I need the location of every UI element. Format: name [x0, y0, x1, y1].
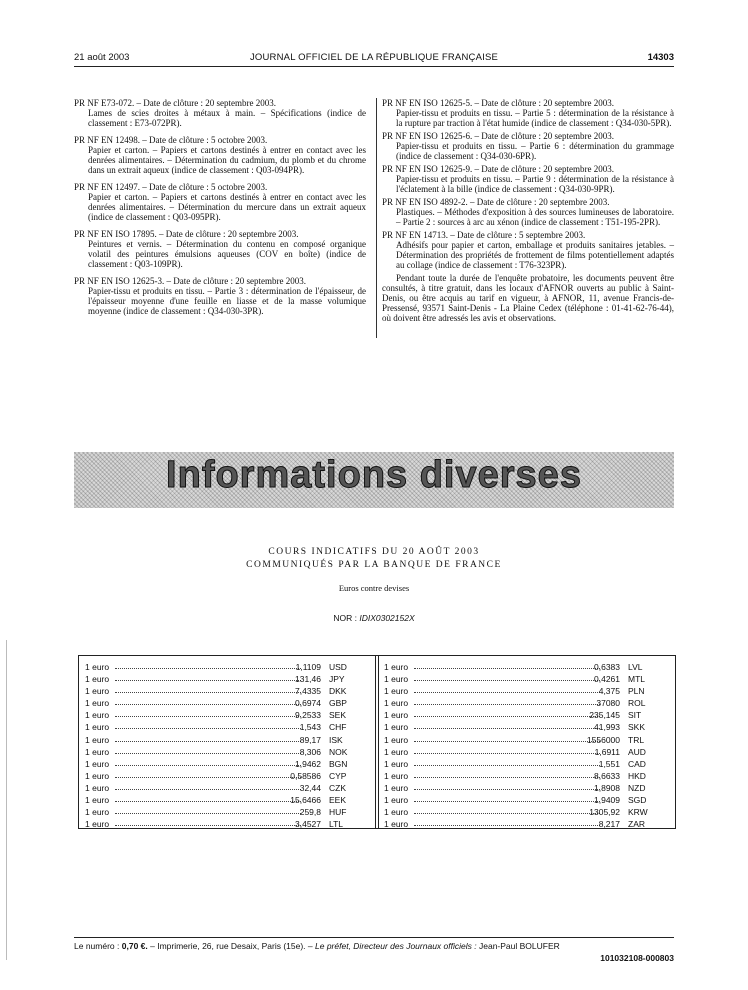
rate-row — [83, 747, 373, 759]
rate-value: 1,8908 — [594, 782, 620, 793]
currency-code: SGD — [628, 795, 647, 806]
section-banner — [74, 452, 674, 508]
rate-value: 37080 — [596, 698, 620, 709]
nor-reference — [74, 613, 674, 623]
entry-desc: Papier-tissu et produits en tissu. – Partie 9 : détermination de la résistance à l'éclatement à la bille (indice de classement : Q34-030-9PR). — [396, 174, 674, 194]
currency-code: ISK — [329, 734, 343, 745]
leader-dots — [115, 801, 301, 802]
rate-label: 1 euro — [384, 710, 409, 721]
rate-label: 1 euro — [85, 698, 110, 709]
entry-head: PR NF EN ISO 12625-5. – Date de clôture : 20 septembre 2003. — [382, 98, 614, 108]
print-code: 101032108-000803 — [600, 953, 674, 963]
rate-row — [382, 722, 672, 734]
currency-code: EEK — [329, 795, 347, 806]
rate-value: 8,217 — [598, 819, 620, 830]
price-label: Le numéro : — [74, 941, 120, 951]
leader-dots — [414, 741, 600, 742]
currency-code: DKK — [329, 686, 347, 697]
entry-desc: Papier-tissu et produits en tissu. – Partie 6 : détermination du grammage (indice de classement : Q34-030-6PR). — [396, 141, 674, 161]
currency-code: SEK — [329, 710, 347, 721]
rate-row — [382, 686, 672, 698]
standard-entry — [74, 276, 366, 316]
currency-code: JPY — [329, 674, 345, 685]
leader-dots — [115, 765, 301, 766]
rate-value: 0,4261 — [594, 674, 620, 685]
leader-dots — [115, 668, 301, 669]
rates-title-line2: COMMUNIQUÉS PAR LA BANQUE DE FRANCE — [246, 560, 502, 570]
entry-desc: Peintures et vernis. – Détermination du contenu en composé organique volatil des peintures émulsions aqueuses (COV en boîte) (indice de classement : Q03-109PR). — [88, 239, 366, 269]
column-separator — [376, 98, 377, 338]
leader-dots — [414, 801, 600, 802]
table-separator — [378, 656, 379, 828]
page-footer — [74, 941, 674, 963]
currency-code: NOK — [329, 746, 348, 757]
rate-value: 3,4527 — [295, 819, 321, 830]
rate-row — [83, 662, 373, 674]
page-number: 14303 — [647, 52, 674, 63]
rate-label: 1 euro — [384, 734, 409, 745]
rate-row — [83, 698, 373, 710]
rate-value: 1,9409 — [594, 795, 620, 806]
rate-row — [83, 674, 373, 686]
rate-label: 1 euro — [384, 770, 409, 781]
rate-value: 0,58586 — [290, 770, 321, 781]
rate-value: 1305,92 — [589, 807, 620, 818]
leader-dots — [115, 716, 301, 717]
rate-label: 1 euro — [85, 819, 110, 830]
rate-row — [83, 807, 373, 819]
rate-row — [83, 710, 373, 722]
entry-desc: Papier et carton. – Papiers et cartons destinés à entrer en contact avec les denrées alimentaires. – Détermination du mercure dans un extrait aqueux (indice de classement : Q03-095PR). — [88, 192, 366, 222]
rate-value: 4,375 — [598, 686, 620, 697]
rate-row — [83, 686, 373, 698]
rate-label: 1 euro — [85, 770, 110, 781]
leader-dots — [414, 813, 600, 814]
currency-code: PLN — [628, 686, 645, 697]
rate-row — [382, 710, 672, 722]
rate-label: 1 euro — [384, 746, 409, 757]
rate-label: 1 euro — [85, 662, 110, 672]
currency-code: NZD — [628, 782, 646, 793]
rate-label: 1 euro — [384, 722, 409, 733]
footer-rule — [74, 937, 674, 938]
price: 0,70 €. — [121, 941, 148, 951]
currency-code: GBP — [329, 698, 347, 709]
rate-label: 1 euro — [384, 782, 409, 793]
currency-code: ROL — [628, 698, 646, 709]
printer-info: – Imprimerie, 26, rue Desaix, Paris (15e). – — [150, 941, 313, 951]
rate-value: 89,17 — [299, 734, 321, 745]
rate-row — [382, 819, 672, 831]
director-title: Le préfet, Directeur des Journaux officiels : — [315, 941, 477, 951]
table-separator — [375, 656, 376, 828]
exchange-rates-table — [78, 655, 676, 829]
leader-dots — [115, 777, 301, 778]
leader-dots — [115, 728, 301, 729]
rate-label: 1 euro — [85, 795, 110, 806]
currency-code: CAD — [628, 758, 646, 769]
rate-label: 1 euro — [85, 758, 110, 769]
entry-head: PR NF EN 14713. – Date de clôture : 5 septembre 2003. — [382, 230, 586, 240]
issue-date: 21 août 2003 — [74, 52, 130, 63]
currency-code: AUD — [628, 746, 646, 757]
entry-desc: Papier-tissu et produits en tissu. – Partie 5 : détermination de la résistance à la rupture par traction à l'état humide (indice de classement : Q34-030-5PR). — [396, 108, 674, 128]
currency-code: USD — [329, 662, 347, 672]
standard-entry — [74, 182, 366, 222]
rate-row — [382, 807, 672, 819]
rates-left-column — [83, 662, 373, 831]
currency-code: KRW — [628, 807, 648, 818]
rate-row — [83, 819, 373, 831]
entry-head: PR NF EN ISO 12625-6. – Date de clôture : 20 septembre 2003. — [382, 131, 614, 141]
standard-entry — [74, 98, 366, 128]
entry-desc: Plastiques. – Méthodes d'exposition à des sources lumineuses de laboratoire. – Partie 2 : sources à arc au xénon (indice de classement : T51-195-2PR). — [396, 207, 674, 227]
leader-dots — [115, 680, 301, 681]
currency-code: MTL — [628, 674, 645, 685]
rate-label: 1 euro — [85, 710, 110, 721]
nor-label: NOR : — [333, 613, 357, 623]
leader-dots — [414, 825, 600, 826]
rate-label: 1 euro — [85, 674, 110, 685]
leader-dots — [115, 813, 301, 814]
leader-dots — [115, 753, 301, 754]
currency-code: CHF — [329, 722, 347, 733]
rate-row — [83, 759, 373, 771]
rate-row — [382, 674, 672, 686]
margin-line — [0, 640, 7, 960]
rate-value: 1,543 — [299, 722, 321, 733]
rate-label: 1 euro — [384, 795, 409, 806]
rates-subtitle: Euros contre devises — [338, 583, 410, 593]
entry-head: PR NF EN ISO 4892-2. – Date de clôture : 20 septembre 2003. — [382, 197, 610, 207]
leader-dots — [414, 692, 600, 693]
entry-head: PR NF EN ISO 12625-3. – Date de clôture : 20 septembre 2003. — [74, 276, 306, 286]
rate-row — [382, 783, 672, 795]
rate-row — [382, 662, 672, 674]
rate-label: 1 euro — [85, 734, 110, 745]
leader-dots — [414, 789, 600, 790]
rates-title-line1: COURS INDICATIFS DU 20 AOÛT 2003 — [268, 547, 480, 557]
leader-dots — [115, 741, 301, 742]
leader-dots — [414, 753, 600, 754]
leader-dots — [115, 704, 301, 705]
leader-dots — [414, 716, 600, 717]
rate-value: 41,993 — [594, 722, 620, 733]
rate-row — [83, 735, 373, 747]
entry-head: PR NF EN ISO 17895. – Date de clôture : 20 septembre 2003. — [74, 229, 299, 239]
leader-dots — [115, 789, 301, 790]
leader-dots — [414, 765, 600, 766]
entry-desc: Papier-tissu et produits en tissu. – Partie 3 : détermination de l'épaisseur, de l'épaisseur moyenne d'une feuille en liasse et de la masse volumique moyenne (indice de classement : Q34-030-3PR). — [88, 286, 366, 316]
rate-label: 1 euro — [384, 674, 409, 685]
page-header — [74, 52, 674, 66]
rate-label: 1 euro — [85, 746, 110, 757]
leader-dots — [115, 825, 301, 826]
right-column — [382, 98, 674, 323]
standard-entry — [382, 98, 674, 128]
currency-code: CZK — [329, 782, 346, 793]
rate-row — [83, 771, 373, 783]
rate-value: 7,4335 — [295, 686, 321, 697]
currency-code: BGN — [329, 758, 348, 769]
rate-value: 1,1109 — [295, 662, 321, 672]
currency-code: HUF — [329, 807, 347, 818]
entry-head: PR NF EN 12497. – Date de clôture : 5 octobre 2003. — [74, 182, 268, 192]
banner-title: Informations diverses — [166, 454, 582, 496]
standard-entry — [382, 131, 674, 161]
rate-row — [83, 783, 373, 795]
rate-label: 1 euro — [384, 686, 409, 697]
leader-dots — [414, 668, 600, 669]
standard-entry — [74, 135, 366, 175]
closing-paragraph: Pendant toute la durée de l'enquête probatoire, les documents peuvent être consultés, à titre gratuit, dans les locaux d'AFNOR ouverts au public à Saint-Denis, ou être acquis au tarif en vigueur, à AFNOR, 11, avenue Francis-de-Pressensé, 93571 Saint-Denis - La Plaine Cedex (téléphone : 01-41-62-76-44), où doivent être adressés les avis et observations. — [382, 273, 674, 323]
rate-value: 235,145 — [589, 710, 620, 721]
left-column — [74, 98, 366, 323]
rate-value: 8,6633 — [594, 770, 620, 781]
header-rule — [74, 66, 674, 67]
rate-label: 1 euro — [85, 722, 110, 733]
rate-value: 32,44 — [299, 782, 321, 793]
director-name: Jean-Paul BOLUFER — [478, 941, 560, 951]
currency-code: LTL — [329, 819, 344, 830]
rate-label: 1 euro — [384, 698, 409, 709]
entry-head: PR NF EN ISO 12625-9. – Date de clôture : 20 septembre 2003. — [382, 164, 614, 174]
rate-label: 1 euro — [85, 686, 110, 697]
entry-desc: Papier et carton. – Papiers et cartons destinés à entrer en contact avec les denrées alimentaires. – Détermination du cadmium, du plomb et du chrome dans un extrait aqueux (indice de classement : Q03-094PR). — [88, 145, 366, 175]
rate-row — [382, 698, 672, 710]
rate-label: 1 euro — [384, 819, 409, 830]
rate-row — [83, 795, 373, 807]
rate-value: 1,551 — [598, 758, 620, 769]
rate-value: 259,8 — [299, 807, 321, 818]
standard-entry — [382, 164, 674, 194]
entry-desc: Lames de scies droites à métaux à main. – Spécifications (indice de classement : E73-072PR). — [88, 108, 366, 128]
standard-entry — [382, 230, 674, 270]
rate-value: 9,2533 — [295, 710, 321, 721]
rate-label: 1 euro — [384, 758, 409, 769]
rate-row — [382, 735, 672, 747]
leader-dots — [414, 728, 600, 729]
currency-code: HKD — [628, 770, 646, 781]
leader-dots — [115, 692, 301, 693]
rate-row — [382, 747, 672, 759]
entry-desc: Adhésifs pour papier et carton, emballage et produits sanitaires jetables. – Détermination des propriétés de frottement de films potentiellement adaptés au collage (indice de classement : T76-323PR). — [396, 240, 674, 270]
nor-code: IDIX0302152X — [359, 613, 415, 623]
rate-value: 1,9462 — [295, 758, 321, 769]
currency-code: ZAR — [628, 819, 645, 830]
leader-dots — [414, 704, 600, 705]
journal-title: JOURNAL OFFICIEL DE LA RÉPUBLIQUE FRANÇAISE — [249, 52, 499, 63]
leader-dots — [414, 777, 600, 778]
rate-label: 1 euro — [85, 807, 110, 818]
rate-label: 1 euro — [384, 807, 409, 818]
rate-value: 1,6911 — [594, 746, 620, 757]
rate-label: 1 euro — [384, 662, 409, 672]
standard-entry — [74, 229, 366, 269]
entry-head: PR NF EN 12498. – Date de clôture : 5 octobre 2003. — [74, 135, 268, 145]
footer-line — [74, 941, 674, 951]
rate-value: 131,46 — [295, 674, 321, 685]
rate-value: 15,6466 — [290, 795, 321, 806]
rate-value: 8,306 — [299, 746, 321, 757]
rates-right-column — [382, 662, 672, 831]
rate-row — [83, 722, 373, 734]
currency-code: LVL — [628, 662, 643, 672]
rate-label: 1 euro — [85, 782, 110, 793]
rate-value: 0,6383 — [594, 662, 620, 672]
rate-value: 0,6974 — [295, 698, 321, 709]
currency-code: CYP — [329, 770, 347, 781]
currency-code: SIT — [628, 710, 642, 721]
leader-dots — [414, 680, 600, 681]
rate-row — [382, 795, 672, 807]
rate-row — [382, 771, 672, 783]
rate-row — [382, 759, 672, 771]
currency-code: TRL — [628, 734, 645, 745]
currency-code: SKK — [628, 722, 646, 733]
entry-head: PR NF E73-072. – Date de clôture : 20 septembre 2003. — [74, 98, 276, 108]
standard-entry — [382, 197, 674, 227]
rate-value: 1556000 — [586, 734, 620, 745]
